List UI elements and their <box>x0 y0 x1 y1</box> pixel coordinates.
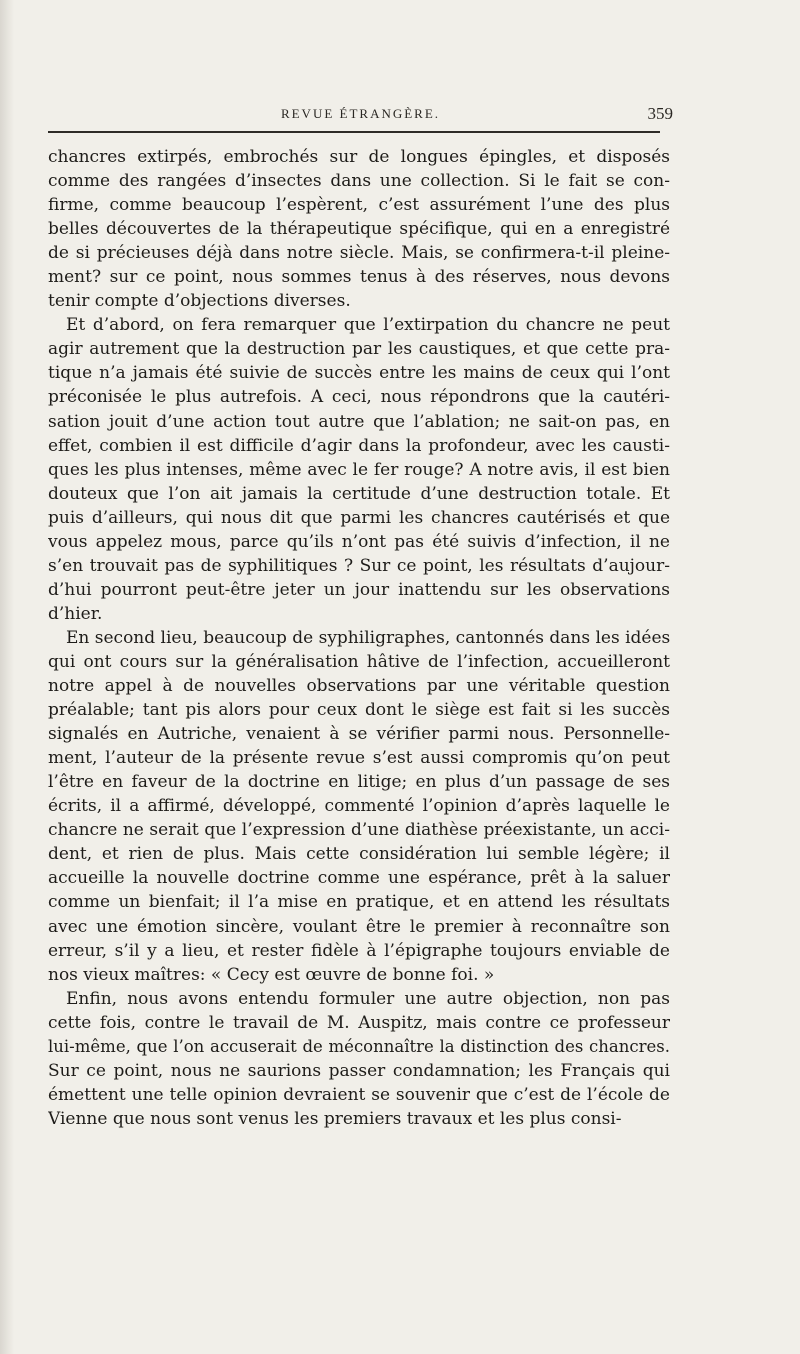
text-line: Sur ce point, nous ne saurions passer condamnation; les Français qui <box>48 1060 670 1081</box>
gutter-shadow <box>0 0 14 1354</box>
text-line: s’en trouvait pas de syphilitiques ? Sur ce point, les résultats d’aujour- <box>48 555 670 576</box>
text-line: comme un bienfait; il l’a mise en pratique, et en attend les résultats <box>48 892 670 913</box>
text-line: préconisée le plus autrefois. A ceci, nous répondrons que la cautéri- <box>48 387 670 408</box>
text-line: nos vieux maîtres: « Cecy est œuvre de bonne foi. » <box>48 964 495 985</box>
body-text <box>48 145 670 1131</box>
text-line: d’hui pourront peut-être jeter un jour inattendu sur les observations <box>48 579 670 600</box>
text-line: Enfin, nous avons entendu formuler une autre objection, non pas <box>66 988 670 1009</box>
text-line: ment, l’auteur de la présente revue s’est aussi compromis qu’on peut <box>48 748 670 769</box>
text-line: de si précieuses déjà dans notre siècle. Mais, se confirmera-t-il pleine- <box>48 243 670 264</box>
text-line: émettent une telle opinion devraient se souvenir que c’est de l’école de <box>48 1084 670 1105</box>
text-line: tenir compte d’objections diverses. <box>48 291 351 312</box>
text-line: agir autrement que la destruction par les caustiques, et que cette pra- <box>48 339 670 360</box>
text-line: ment? sur ce point, nous sommes tenus à des réserves, nous devons <box>48 267 670 288</box>
text-line: écrits, il a affirmé, développé, commenté l’opinion d’après laquelle le <box>48 796 670 817</box>
text-line: avec une émotion sincère, voulant être le premier à reconnaître son <box>48 916 670 937</box>
page-number: 359 <box>647 104 673 123</box>
text-line: dent, et rien de plus. Mais cette considération lui semble légère; il <box>48 844 670 865</box>
text-line: belles découvertes de la thérapeutique spécifique, qui en a enregistré <box>48 219 670 240</box>
text-line: douteux que l’on ait jamais la certitude d’une destruction totale. Et <box>48 483 670 504</box>
text-line: erreur, s’il y a lieu, et rester fidèle à l’épigraphe toujours enviable de <box>48 940 670 961</box>
text-line: signalés en Autriche, venaient à se vérifier parmi nous. Personnelle- <box>48 724 670 745</box>
text-line: chancres extirpés, embrochés sur de longues épingles, et disposés <box>48 147 670 167</box>
text-line: qui ont cours sur la généralisation hâtive de l’infection, accueilleront <box>48 651 670 672</box>
text-line: lui-même, que l’on accuserait de méconnaître la distinction des chancres. <box>48 1036 670 1056</box>
text-line: chancre ne serait que l’expression d’une diathèse préexistante, un acci- <box>48 820 670 841</box>
text-line: l’être en faveur de la doctrine en litige; en plus d’un passage de ses <box>48 772 670 793</box>
text-line: sation jouit d’une action tout autre que l’ablation; ne sait-on pas, en <box>48 411 670 432</box>
running-title: REVUE ÉTRANGÈRE. <box>280 106 441 121</box>
text-line: vous appelez mous, parce qu’ils n’ont pas été suivis d’infection, il ne <box>48 531 670 552</box>
text-line: En second lieu, beaucoup de syphiligraphes, cantonnés dans les idées <box>66 627 670 648</box>
text-line: d’hier. <box>48 603 103 624</box>
text-line: préalable; tant pis alors pour ceux dont le siège est fait si les succès <box>48 700 670 721</box>
text-line: Et d’abord, on fera remarquer que l’extirpation du chancre ne peut <box>66 315 670 336</box>
text-line: puis d’ailleurs, qui nous dit que parmi les chancres cautérisés et que <box>48 507 670 528</box>
text-line: Vienne que nous sont venus les premiers travaux et les plus consi- <box>48 1108 622 1129</box>
text-line: comme des rangées d’insectes dans une collection. Si le fait se con- <box>48 171 670 192</box>
text-line: cette fois, contre le travail de M. Auspitz, mais contre ce professeur <box>48 1012 670 1033</box>
text-line: effet, combien il est difficile d’agir dans la profondeur, avec les causti- <box>48 435 670 456</box>
text-line: notre appel à de nouvelles observations par une véritable question <box>48 676 670 697</box>
page-header <box>48 104 673 126</box>
header-rule <box>48 131 660 133</box>
text-line: firme, comme beaucoup l’espèrent, c’est assurément l’une des plus <box>48 195 670 216</box>
text-line: accueille la nouvelle doctrine comme une espérance, prêt à la saluer <box>48 868 670 889</box>
text-line: tique n’a jamais été suivie de succès entre les mains de ceux qui l’ont <box>48 363 670 384</box>
text-line: ques les plus intenses, même avec le fer rouge? A notre avis, il est bien <box>48 459 670 480</box>
